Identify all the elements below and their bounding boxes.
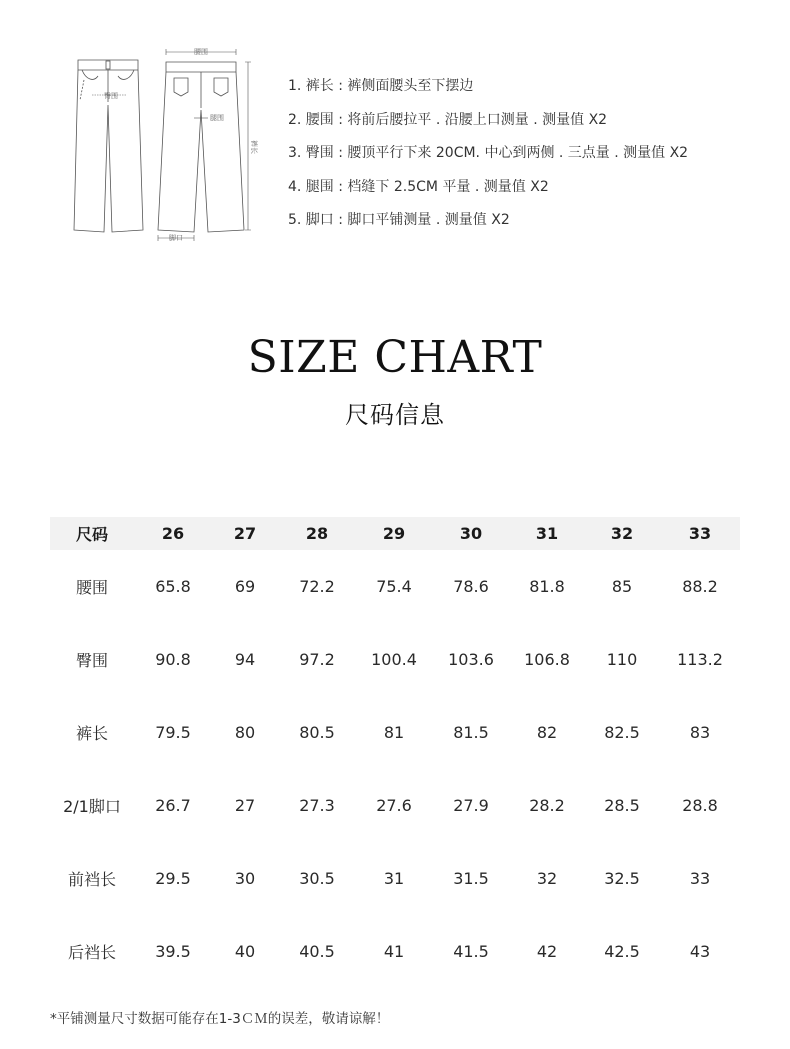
table-cell: 82 (536, 723, 558, 742)
table-cell: 41.5 (453, 942, 489, 961)
jeans-sketch (66, 40, 256, 245)
table-cell: 28.5 (604, 796, 640, 815)
instruction-item: 5. 脚口 : 脚口平铺测量 . 测量值 X2 (288, 212, 510, 228)
table-header-cell: 32 (610, 524, 634, 543)
table-cell: 28.2 (529, 796, 565, 815)
instruction-item: 4. 腿围 : 档缝下 2.5CM 平量 . 测量值 X2 (288, 178, 549, 195)
table-cell: 31 (383, 869, 405, 888)
table-cell: 43 (689, 942, 711, 961)
table-header-cell: 27 (233, 524, 257, 543)
diagram-label-hip: 臀围 (104, 92, 118, 100)
table-cell: 32.5 (604, 869, 640, 888)
diagram-label-waist: 腰围 (194, 48, 208, 56)
table-row (50, 915, 740, 988)
table-cell: 94 (234, 650, 256, 669)
table-cell: 40.5 (299, 942, 335, 961)
table-row (50, 696, 740, 769)
table-cell: 42 (536, 942, 558, 961)
table-row (50, 842, 740, 915)
table-cell: 78.6 (453, 577, 489, 596)
table-cell: 31.5 (453, 869, 489, 888)
table-row-label: 腰围 (75, 578, 108, 597)
table-header-row (50, 517, 740, 550)
table-cell: 42.5 (604, 942, 640, 961)
table-cell: 79.5 (155, 723, 191, 742)
table-header-cell: 26 (161, 524, 185, 543)
table-cell: 27.3 (299, 796, 335, 815)
table-cell: 85 (611, 577, 633, 596)
diagram-label-hem: 脚口 (169, 234, 183, 242)
size-chart-subtitle: 尺码信息 (345, 401, 445, 429)
table-cell: 103.6 (448, 650, 494, 669)
instruction-item: 2. 腰围 : 将前后腰拉平 . 沿腰上口测量 . 测量值 X2 (288, 111, 608, 128)
table-header-cell: 31 (535, 524, 559, 543)
table-cell: 80.5 (299, 723, 335, 742)
table-cell: 75.4 (376, 577, 412, 596)
table-row-label: 2/1脚口 (63, 797, 121, 816)
table-cell: 32 (536, 869, 558, 888)
size-table (50, 517, 740, 988)
table-cell: 81.5 (453, 723, 489, 742)
instruction-item: 3. 臀围 : 腰顶平行下来 20CM. 中心到两侧 . 三点量 . 测量值 X2 (288, 145, 689, 161)
table-row-label: 裤长 (75, 724, 108, 743)
table-cell: 100.4 (371, 650, 417, 669)
table-header-cell: 33 (688, 524, 712, 543)
table-cell: 27 (234, 796, 256, 815)
table-header-cell: 28 (305, 524, 329, 543)
table-cell: 90.8 (155, 650, 191, 669)
table-cell: 65.8 (155, 577, 191, 596)
jeans-measurement-diagram (66, 40, 256, 245)
table-header-cell: 30 (459, 524, 483, 543)
table-cell: 106.8 (524, 650, 570, 669)
table-cell: 39.5 (155, 942, 191, 961)
table-cell: 82.5 (604, 723, 640, 742)
table-cell: 113.2 (677, 650, 723, 669)
table-cell: 41 (383, 942, 405, 961)
table-row (50, 550, 740, 623)
table-row-label: 前裆长 (67, 870, 116, 889)
table-cell: 69 (234, 577, 256, 596)
table-row (50, 769, 740, 842)
table-cell: 29.5 (155, 869, 191, 888)
table-cell: 27.9 (453, 796, 489, 815)
table-cell: 110 (606, 650, 638, 669)
diagram-label-thigh: 腿围 (210, 114, 224, 122)
diagram-label-length: 裤长 (250, 140, 258, 154)
table-cell: 28.8 (682, 796, 718, 815)
measurement-disclaimer: *平铺测量尺寸数据可能存在1-3ＣＭ的误差，敬请谅解！ (50, 1011, 390, 1027)
table-row-label: 后裆长 (67, 943, 116, 962)
table-header-cell: 29 (382, 524, 406, 543)
table-cell: 33 (689, 869, 711, 888)
table-cell: 83 (689, 723, 711, 742)
instruction-item: 1. 裤长 : 裤侧面腰头至下摆边 (288, 78, 474, 94)
table-cell: 80 (234, 723, 256, 742)
table-cell: 81.8 (529, 577, 565, 596)
table-cell: 30.5 (299, 869, 335, 888)
table-cell: 97.2 (299, 650, 335, 669)
table-row-label: 臀围 (75, 651, 108, 670)
table-cell: 40 (234, 942, 256, 961)
table-cell: 88.2 (682, 577, 718, 596)
measurement-instructions (288, 70, 688, 238)
table-cell: 30 (234, 869, 256, 888)
table-row (50, 623, 740, 696)
size-chart-title: SIZE CHART (247, 332, 543, 383)
table-cell: 27.6 (376, 796, 412, 815)
table-cell: 26.7 (155, 796, 191, 815)
table-header-cell: 尺码 (75, 525, 108, 544)
table-cell: 72.2 (299, 577, 335, 596)
table-cell: 81 (383, 723, 405, 742)
